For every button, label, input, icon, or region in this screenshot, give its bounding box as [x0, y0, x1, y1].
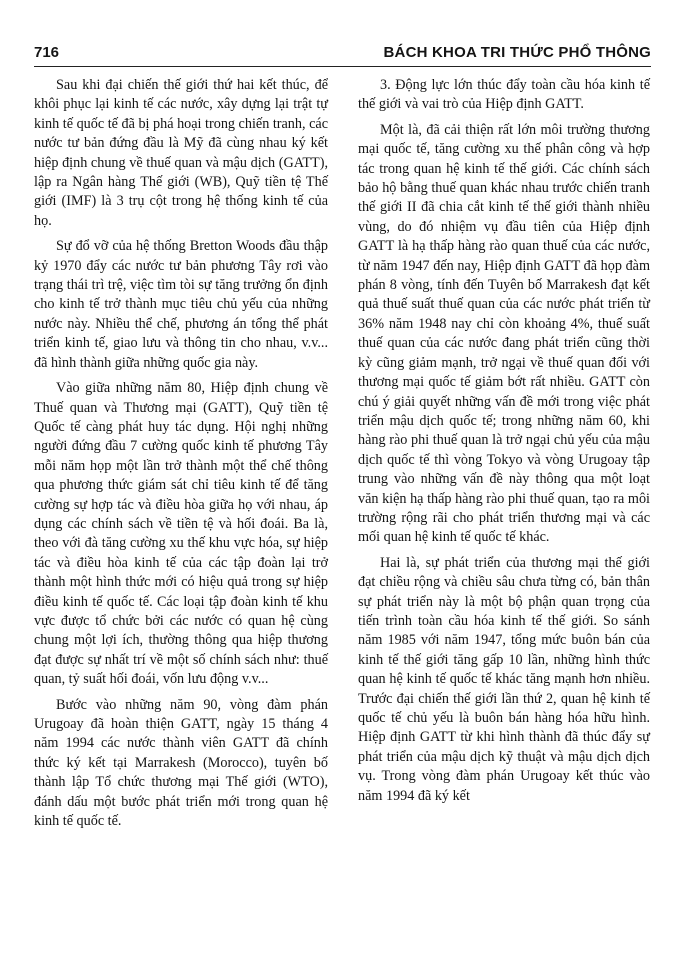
page-header — [34, 42, 651, 67]
paragraph: Sau khi đại chiến thế giới thứ hai kết thúc, để khôi phục lại kinh tế các nước, xây dựng lại trật tự kinh tế quốc tế đã bị phá hoại trong chiến tranh, các nước tư bản đứng đầu là Mỹ đã cùng nhau ký kết hiệp định chung về thuế quan và mậu dịch (GATT), lập ra Ngân hàng Thế giới (WB), Quỹ tiền tệ Thế giới (IMF) là 3 trụ cột trong hệ thống kinh tế của họ. — [34, 77, 328, 229]
paragraph: Vào giữa những năm 80, Hiệp định chung về Thuế quan và Thương mại (GATT), Quỹ tiền tệ Quốc tế càng phát huy tác dụng. Hội nghị những người đứng đầu 7 cường quốc kinh tế phương Tây mỗi năm họp một lần trở thành một thể chế thông qua phương thức giám sát chỉ tiêu kinh tế để tăng cường sự hợp tác và điều hòa giữa họ với nhau, áp dụng các chính sách về tiền tệ và hối đoái. Ba là, theo với đà tăng cường xu thế khu vực hóa, sự hiệp tác và điều hòa kinh tế của các tập đoàn lại trở thành một hình thức mới có hiệu quả trong sự hiệp điều kinh tế quốc tế. Các loại tập đoàn kinh tế khu vực được tổ chức bởi các nước có quan hệ cùng chung một lợi ích, thường thông qua hiệp thương đạt được sự nhất trí về một số chính sách như: thuế quan, tỷ suất hối đoái, vốn lưu động v.v... — [34, 380, 328, 688]
paragraph: Một là, đã cải thiện rất lớn môi trường thương mại quốc tế, tăng cường xu thế phân công và hợp tác trong quan hệ kinh tế thế giới. Các chính sách bảo hộ bằng thuế quan khác nhau trước chiến tranh thế giới II đã chia cắt kinh tế thế giới thành nhiều vùng, do đó nhiệm vụ đầu tiên của Hiệp định GATT là hạ thấp hàng rào quan thuế của các nước, từ năm 1947 đến nay, Hiệp định GATT đã họp đàm phán 8 vòng, tính đến Tuyên bố Marrakesh đạt kết quả thuế suất thuế quan của các nước phát triển từ 36% năm 1948 nay chỉ còn khoảng 4%, thuế suất thuế quan của các nước đang phát triển cũng thời kỳ cũng giảm mạnh, trở ngại về thuế quan đối với thương mại quốc tế giảm bớt rất nhiều. GATT còn chú ý giải quyết những vấn đề mới trong việc phát triển mậu dịch quốc tế; trong những năm 60, khi hàng rào phi thuế quan là trở ngại chủ yếu của mậu dịch quốc tế thì vòng Tokyo và vòng Urugoay tập trung vào những vấn đề này thông qua một loạt văn kiện hạ thấp hàng rào phi thuế quan, tạo ra môi trường rộng rãi cho phát triển thương mại và các mối quan hệ kinh tế quốc tế khác. — [358, 121, 650, 546]
running-title: BÁCH KHOA TRI THỨC PHỔ THÔNG — [383, 44, 651, 61]
paragraph: Bước vào những năm 90, vòng đàm phán Urugoay đã hoàn thiện GATT, ngày 15 tháng 4 năm 1994 các nước thành viên GATT đã chính thức ký kết tại Marrakesh (Morocco), tuyên bố thành lập Tổ chức thương mại Thế giới (WTO), đánh dấu một bước phát triển mới trong quan hệ kinh tế quốc tế. — [34, 696, 328, 830]
left-column — [34, 76, 328, 837]
page-number: 716 — [34, 44, 60, 61]
paragraph: Sự đổ vỡ của hệ thống Bretton Woods đầu thập kỷ 1970 đẩy các nước tư bản phương Tây rơi vào trạng thái trì trệ, việc tìm tòi sự tăng trưởng ổn định cho kinh tế trở thành mục tiêu chủ yếu của những nước này. Nhiều thể chế, phương án tổng thể phát triển kinh tế, giao lưu và thông tin cho nhau, v.v... đã hình thành giữa những quốc gia này. — [34, 238, 328, 371]
section-heading: 3. Động lực lớn thúc đẩy toàn cầu hóa kinh tế thế giới và vai trò của Hiệp định GATT. — [358, 77, 650, 113]
right-column — [358, 76, 650, 812]
paragraph: Hai là, sự phát triển của thương mại thế giới đạt chiều rộng và chiều sâu chưa từng có, bản thân sự phát triển này là một bộ phận quan trọng của tiến trình toàn cầu hóa kinh tế thế giới. So sánh năm 1985 với năm 1947, tổng mức buôn bán của kinh tế thế giới tăng gấp 10 lần, những hình thức quan hệ kinh tế quốc tế khác tăng mạnh hơn nhiều. Trước đại chiến thế giới lần thứ 2, quan hệ kinh tế quốc tế chủ yếu là buôn bán hàng hóa hữu hình. Hiệp định GATT từ khi hình thành đã thúc đẩy sự phát triển của mậu dịch kỹ thuật và mậu dịch dịch vụ. Trong vòng đàm phán Urugoay kết thúc vào năm 1994 đã ký kết — [358, 554, 650, 804]
